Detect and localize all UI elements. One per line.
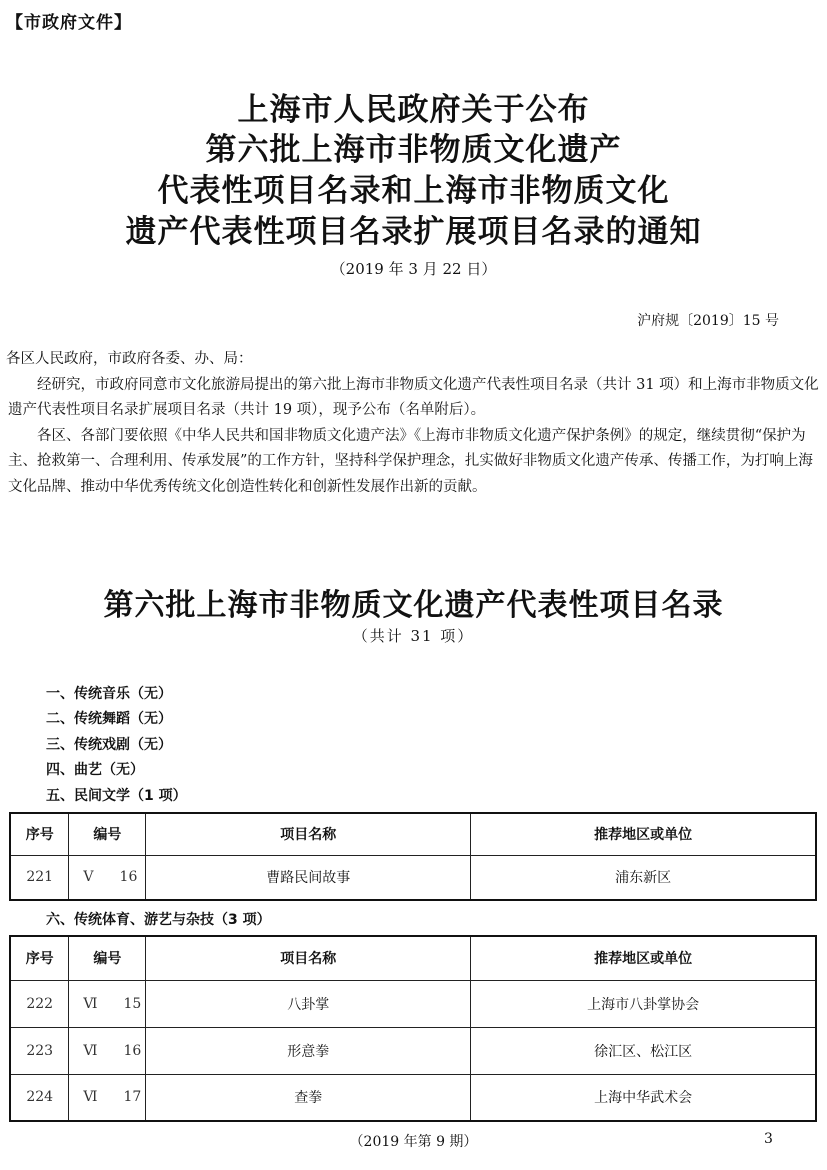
column-header: 编号 xyxy=(69,936,146,980)
table-row xyxy=(10,855,816,900)
notice-date: （2019 年 3 月 22 日） xyxy=(330,260,497,278)
notice-title-line-2: 第六批上海市非物质文化遗产 xyxy=(205,132,622,168)
item-serial: 221 xyxy=(10,855,69,900)
document-category-tag: 【市政府文件】 xyxy=(6,13,132,33)
column-header: 项目名称 xyxy=(146,936,471,980)
item-unit: 上海市八卦掌协会 xyxy=(471,980,816,1027)
item-code: Ⅵ 16 xyxy=(69,1027,146,1074)
category-heading: 六、传统体育、游艺与杂技（3 项） xyxy=(46,912,271,928)
category-heading: 三、传统戏剧（无） xyxy=(46,737,172,753)
table-row xyxy=(10,980,816,1027)
list-count: （共计 31 项） xyxy=(352,627,475,645)
notice-title-line-3: 代表性项目名录和上海市非物质文化 xyxy=(157,173,670,209)
column-header: 项目名称 xyxy=(146,813,471,855)
category-heading: 四、曲艺（无） xyxy=(46,762,144,778)
item-code: Ⅵ 15 xyxy=(69,980,146,1027)
item-code: Ⅴ 16 xyxy=(69,855,146,900)
body-paragraph-1: 经研究，市政府同意市文化旅游局提出的第六批上海市非物质文化遗产代表性项目名录（共计 31 项）和上海市非物质文化遗产代表性项目名录扩展项目名录（共计 19 项），现予公布（名单附后）。 xyxy=(8,376,819,418)
item-serial: 224 xyxy=(10,1074,69,1121)
item-unit: 浦东新区 xyxy=(471,855,816,900)
notice-title-line-1: 上海市人民政府关于公布 xyxy=(237,92,590,128)
category-heading: 一、传统音乐（无） xyxy=(46,686,172,702)
issue-footer: （2019 年第 9 期） xyxy=(349,1134,478,1150)
list-title: 第六批上海市非物质文化遗产代表性项目名录 xyxy=(103,588,724,623)
column-header: 推荐地区或单位 xyxy=(471,936,816,980)
folk-literature-table xyxy=(9,812,817,901)
sports-table xyxy=(9,935,817,1122)
item-unit: 徐汇区、松江区 xyxy=(471,1027,816,1074)
notice-title-line-4: 遗产代表性项目名录扩展项目名录的通知 xyxy=(125,214,702,250)
item-unit: 上海中华武术会 xyxy=(471,1074,816,1121)
column-header: 序号 xyxy=(10,936,69,980)
table-row xyxy=(10,1027,816,1074)
item-serial: 223 xyxy=(10,1027,69,1074)
item-name: 八卦掌 xyxy=(146,980,471,1027)
item-name: 查拳 xyxy=(146,1074,471,1121)
category-heading: 五、民间文学（1 项） xyxy=(46,788,187,804)
body-paragraph-2: 各区、各部门要依照《中华人民共和国非物质文化遗产法》《上海市非物质文化遗产保护条例》的规定，继续贯彻“保护为主、抢救第一、合理利用、传承发展”的工作方针，坚持科学保护理念，扎实做好非物质文化遗产传承、传播工作，为打响上海文化品牌、推动中华优秀传统文化创造性转化和创新性发展作出新的贡献。 xyxy=(8,427,813,495)
category-heading: 二、传统舞蹈（无） xyxy=(46,711,172,727)
column-header: 序号 xyxy=(10,813,69,855)
item-code: Ⅵ 17 xyxy=(69,1074,146,1121)
column-header: 推荐地区或单位 xyxy=(471,813,816,855)
column-header: 编号 xyxy=(69,813,146,855)
table-header-row xyxy=(10,813,816,855)
table-header-row xyxy=(10,936,816,980)
item-name: 曹路民间故事 xyxy=(146,855,471,900)
item-name: 形意拳 xyxy=(146,1027,471,1074)
page-number: 3 xyxy=(764,1131,773,1147)
notice-body xyxy=(0,347,827,500)
document-number: 沪府规〔2019〕15 号 xyxy=(637,313,779,329)
table-row xyxy=(10,1074,816,1121)
addressee: 各区人民政府，市政府各委、办、局： xyxy=(6,351,253,367)
item-serial: 222 xyxy=(10,980,69,1027)
